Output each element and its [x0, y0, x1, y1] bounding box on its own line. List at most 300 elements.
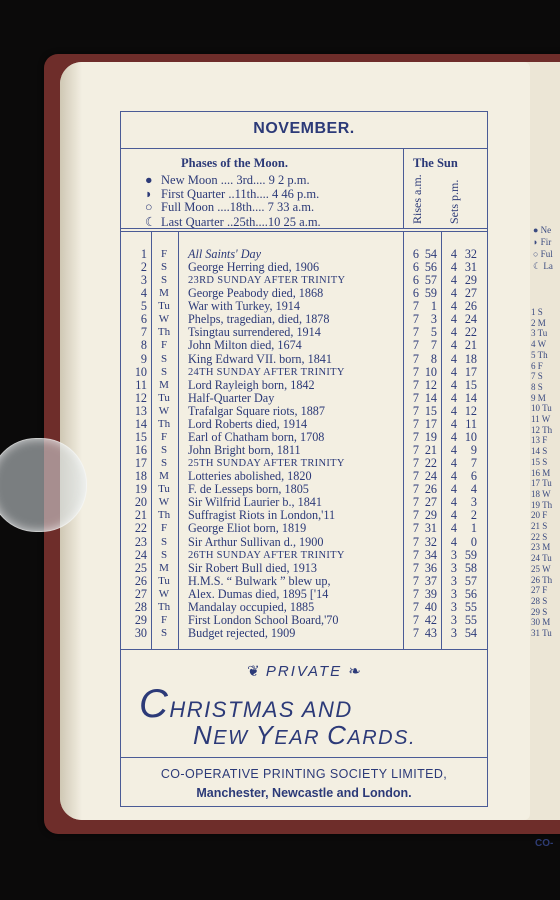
next-page-phase: ◗ Fir — [533, 237, 552, 247]
weekday: Th — [157, 326, 171, 339]
day-event: War with Turkey, 1914 — [188, 299, 300, 314]
day-row — [121, 601, 487, 614]
next-page-day: 7 S — [531, 371, 543, 382]
sunset-hour: 4 — [450, 351, 457, 366]
weekday: W — [158, 496, 170, 509]
sunset-hour: 3 — [450, 626, 457, 641]
sunset-minute: 15 — [464, 377, 477, 392]
next-page-day: 29 S — [531, 606, 548, 617]
divider — [121, 148, 487, 149]
sunrise-minute: 3 — [430, 312, 437, 327]
weekday: Tu — [158, 574, 170, 587]
sunrise-hour: 7 — [412, 338, 419, 353]
sunset-minute: 18 — [464, 351, 477, 366]
sunset-hour: 4 — [450, 534, 457, 549]
next-page-day: 14 S — [531, 446, 548, 457]
day-event: 23RD SUNDAY AFTER TRINITY — [188, 275, 346, 287]
day-number: 29 — [134, 612, 147, 627]
sunrise-hour: 6 — [412, 260, 419, 275]
sunset-hour: 4 — [450, 377, 457, 392]
weekday: S — [160, 261, 168, 274]
sunset-minute: 17 — [464, 364, 477, 379]
weekday: Tu — [158, 391, 170, 404]
sunrise-hour: 7 — [412, 443, 419, 458]
next-page-day: 15 S — [531, 456, 548, 467]
sunset-minute: 22 — [464, 325, 477, 340]
sunrise-hour: 6 — [412, 286, 419, 301]
sunset-hour: 3 — [450, 560, 457, 575]
next-page-day: 31 Tu — [531, 628, 552, 639]
full-moon-icon: ○ — [145, 200, 153, 214]
day-event: Trafalgar Square riots, 1887 — [188, 403, 325, 418]
day-number: 5 — [140, 299, 147, 314]
sunrise-hour: 7 — [412, 547, 419, 562]
next-page-phase: ☾ La — [533, 261, 553, 271]
divider — [121, 231, 487, 232]
weekday: F — [160, 248, 168, 260]
day-number: 24 — [134, 547, 147, 562]
weekday: W — [158, 313, 170, 326]
day-number: 10 — [134, 364, 147, 379]
sunset-hour: 3 — [450, 547, 457, 562]
day-row — [121, 509, 487, 522]
sunrise-hour: 7 — [412, 469, 419, 484]
day-number: 13 — [134, 403, 147, 418]
sunset-minute: 58 — [464, 560, 477, 575]
day-row — [121, 457, 487, 470]
sunrise-minute: 40 — [424, 599, 437, 614]
sunset-minute: 27 — [464, 286, 477, 301]
weekday: F — [160, 339, 168, 352]
new-moon-icon: ● — [145, 173, 153, 187]
publisher-cities: Manchester, Newcastle and London. — [196, 786, 412, 800]
sunrise-minute: 36 — [424, 560, 437, 575]
moon-phase-text: Last Quarter ..25th....10 25 a.m. — [161, 214, 321, 229]
day-number: 30 — [134, 626, 147, 641]
day-number: 2 — [140, 260, 147, 275]
sunrise-minute: 56 — [424, 260, 437, 275]
weekday: F — [160, 613, 168, 626]
day-row — [121, 444, 487, 457]
day-row — [121, 496, 487, 509]
day-event: 25TH SUNDAY AFTER TRINITY — [188, 458, 345, 470]
next-page-day: 21 S — [531, 521, 548, 532]
day-event: Mandalay occupied, 1885 — [188, 599, 315, 614]
day-number: 18 — [134, 469, 147, 484]
sunset-hour: 3 — [450, 599, 457, 614]
sunset-hour: 4 — [450, 247, 457, 261]
sunrise-hour: 7 — [412, 325, 419, 340]
sunrise-hour: 7 — [412, 573, 419, 588]
day-row — [121, 470, 487, 483]
advert-text: HRISTMAS AND — [169, 697, 353, 722]
sunrise-minute: 29 — [424, 508, 437, 523]
day-event: First London School Board,'70 — [188, 612, 339, 627]
day-row — [121, 418, 487, 431]
day-event: George Peabody died, 1868 — [188, 286, 324, 301]
sunset-minute: 29 — [464, 273, 477, 288]
first-quarter-icon: ◗ — [145, 186, 153, 201]
sunrise-minute: 15 — [424, 403, 437, 418]
weekday: S — [160, 535, 168, 548]
sunrise-minute: 21 — [424, 443, 437, 458]
day-number: 14 — [134, 416, 147, 431]
sunrise-hour: 7 — [412, 534, 419, 549]
next-page-day: 3 Tu — [531, 328, 548, 339]
day-event: H.M.S. “ Bulwark ” blew up, — [188, 573, 331, 588]
day-number: 26 — [134, 573, 147, 588]
sunrise-hour: 7 — [412, 612, 419, 627]
day-event: Sir Robert Bull died, 1913 — [188, 560, 317, 575]
sunset-minute: 26 — [464, 299, 477, 314]
advert-text: ARDS. — [347, 727, 416, 749]
next-page-day: 30 M — [531, 617, 551, 628]
day-event: Sir Wilfrid Laurier b., 1841 — [188, 495, 322, 510]
next-page-day: 13 F — [531, 435, 548, 446]
sunset-hour: 4 — [450, 482, 457, 497]
sunrise-hour: 7 — [412, 312, 419, 327]
calendar-frame — [120, 111, 488, 807]
day-number: 23 — [134, 534, 147, 549]
weekday: F — [160, 522, 168, 535]
next-page-phase: ○ Ful — [533, 249, 553, 259]
next-page-day: 27 F — [531, 585, 548, 596]
sunrise-hour: 7 — [412, 390, 419, 405]
advert-private-text: PRIVATE — [265, 663, 343, 680]
next-page-day: 25 W — [531, 563, 551, 574]
day-row — [121, 614, 487, 627]
next-page-phases — [533, 224, 553, 272]
next-page-day: 20 F — [531, 510, 548, 521]
sunrise-minute: 19 — [424, 429, 437, 444]
day-row — [121, 405, 487, 418]
day-row — [121, 627, 487, 640]
sunset-minute: 4 — [470, 482, 477, 497]
sunrise-hour: 7 — [412, 364, 419, 379]
weekday: S — [160, 352, 168, 365]
sunrise-minute: 34 — [424, 547, 437, 562]
sunset-minute: 11 — [465, 416, 477, 431]
next-page-day: 10 Tu — [531, 403, 552, 414]
day-number: 11 — [135, 377, 147, 392]
phases-heading: Phases of the Moon. — [181, 156, 288, 170]
day-row — [121, 431, 487, 444]
sunrise-minute: 22 — [424, 456, 437, 471]
sunrise-minute: 14 — [424, 390, 437, 405]
sunrise-minute: 27 — [424, 495, 437, 510]
sunrise-minute: 57 — [424, 273, 437, 288]
day-event: Phelps, tragedian, died, 1878 — [188, 312, 330, 327]
next-page-day: 9 M — [531, 392, 546, 403]
sunrise-minute: 12 — [424, 377, 437, 392]
weekday: Tu — [158, 483, 170, 496]
next-page-day: 8 S — [531, 381, 543, 392]
sunset-minute: 56 — [464, 586, 477, 601]
sunset-minute: 12 — [464, 403, 477, 418]
day-number: 7 — [140, 325, 147, 340]
next-page-phase: ● Ne — [533, 225, 552, 235]
sunset-minute: 2 — [470, 508, 477, 523]
sunrise-hour: 7 — [412, 456, 419, 471]
sunset-hour: 4 — [450, 299, 457, 314]
sunrise-minute: 5 — [430, 325, 437, 340]
sunrise-hour: 7 — [412, 351, 419, 366]
sunrise-hour: 7 — [412, 495, 419, 510]
sunset-minute: 14 — [464, 390, 477, 405]
divider — [403, 148, 404, 228]
day-row — [121, 274, 487, 287]
sunset-hour: 4 — [450, 443, 457, 458]
sunrise-hour: 7 — [412, 599, 419, 614]
weekday: M — [159, 287, 169, 300]
day-event: Tsingtau surrendered, 1914 — [188, 325, 321, 340]
day-event: F. de Lesseps born, 1805 — [188, 482, 309, 497]
sunrise-hour: 7 — [412, 586, 419, 601]
sunset-minute: 32 — [464, 247, 477, 261]
sunrise-hour: 7 — [412, 508, 419, 523]
sunrise-hour: 7 — [412, 626, 419, 641]
day-event: Budget rejected, 1909 — [188, 626, 296, 641]
day-number: 8 — [140, 338, 147, 353]
day-row — [121, 562, 487, 575]
sunset-hour: 4 — [450, 469, 457, 484]
month-title: NOVEMBER. — [253, 120, 355, 137]
day-event: 26TH SUNDAY AFTER TRINITY — [188, 549, 345, 561]
day-row — [121, 575, 487, 588]
day-number: 25 — [134, 560, 147, 575]
day-row — [121, 353, 487, 366]
advert-initial: C — [139, 682, 170, 726]
day-row — [121, 339, 487, 352]
sunrise-minute: 10 — [424, 364, 437, 379]
day-number: 9 — [140, 351, 147, 366]
next-page-day: 28 S — [531, 595, 548, 606]
next-page-day: 19 Th — [531, 499, 553, 510]
day-event: Lord Roberts died, 1914 — [188, 416, 308, 431]
sunset-minute: 0 — [470, 534, 477, 549]
weekday: W — [158, 404, 170, 417]
divider — [121, 228, 487, 229]
day-event: All Saints' Day — [188, 247, 262, 261]
advert-text: EAR — [274, 727, 328, 749]
day-event: Sir Arthur Sullivan d., 1900 — [188, 534, 324, 549]
sunset-hour: 4 — [450, 260, 457, 275]
day-number: 15 — [134, 429, 147, 444]
next-page-days — [531, 307, 552, 639]
sunrise-minute: 7 — [430, 338, 437, 353]
day-event: Lotteries abolished, 1820 — [188, 469, 312, 484]
day-row — [121, 483, 487, 496]
day-event: Half-Quarter Day — [188, 390, 275, 405]
next-page-day: 12 Th — [531, 424, 553, 435]
weekday: M — [159, 561, 169, 574]
advert-initial: C — [327, 720, 348, 750]
weekday: Th — [157, 600, 171, 613]
sunrise-hour: 7 — [412, 521, 419, 536]
next-page-day: 18 W — [531, 488, 551, 499]
next-page-day: 24 Tu — [531, 553, 552, 564]
weekday: S — [160, 444, 168, 457]
sunset-hour: 4 — [450, 508, 457, 523]
advert-private — [121, 662, 487, 680]
sunset-hour: 4 — [450, 521, 457, 536]
day-event: George Eliot born, 1819 — [188, 521, 307, 536]
sunrise-minute: 26 — [424, 482, 437, 497]
day-row — [121, 248, 487, 261]
sunset-hour: 3 — [450, 612, 457, 627]
divider — [121, 649, 487, 650]
sunset-hour: 3 — [450, 573, 457, 588]
sunrise-hour: 7 — [412, 403, 419, 418]
sunrise-minute: 59 — [424, 286, 437, 301]
sunset-minute: 21 — [464, 338, 477, 353]
sunrise-hour: 6 — [412, 273, 419, 288]
day-number: 27 — [134, 586, 147, 601]
sunset-hour: 4 — [450, 429, 457, 444]
sunset-minute: 7 — [470, 456, 477, 471]
day-number: 17 — [134, 456, 147, 471]
sunset-hour: 4 — [450, 338, 457, 353]
sunrise-minute: 8 — [430, 351, 437, 366]
moon-phase-text: First Quarter ..11th.... 4 46 p.m. — [161, 186, 320, 201]
advert-new-year — [193, 720, 416, 751]
next-page-footer: CO- — [535, 838, 554, 849]
sunrise-minute: 17 — [424, 416, 437, 431]
advert-initial: N — [193, 720, 214, 750]
sunset-minute: 6 — [470, 469, 477, 484]
day-row — [121, 261, 487, 274]
day-event: John Bright born, 1811 — [188, 443, 301, 458]
weekday: S — [160, 627, 168, 640]
sets-label: Sets p.m. — [447, 179, 461, 224]
day-row — [121, 287, 487, 300]
next-page-day: 1 S — [531, 307, 543, 317]
sunrise-minute: 43 — [424, 626, 437, 641]
sunrise-hour: 7 — [412, 429, 419, 444]
day-number: 6 — [140, 312, 147, 327]
day-event: Alex. Dumas died, 1895 ['14 — [188, 586, 329, 601]
weekday: Th — [157, 417, 171, 430]
sunrise-minute: 54 — [424, 247, 437, 261]
sunset-minute: 31 — [464, 260, 477, 275]
sunrise-minute: 24 — [424, 469, 437, 484]
day-row — [121, 313, 487, 326]
weekday: S — [160, 548, 168, 561]
day-row — [121, 326, 487, 339]
advert-initial: Y — [255, 720, 275, 750]
moon-phase-text: New Moon .... 3rd.... 9 2 p.m. — [161, 173, 310, 187]
day-number: 1 — [140, 247, 147, 261]
ornament-left-icon: ❦ — [247, 663, 260, 680]
sunset-hour: 4 — [450, 312, 457, 327]
next-page-day: 2 M — [531, 317, 546, 328]
sunset-hour: 4 — [450, 390, 457, 405]
next-page-day: 22 S — [531, 531, 548, 542]
publisher-name: CO-OPERATIVE PRINTING SOCIETY LIMITED, — [160, 767, 448, 781]
day-event: Lord Rayleigh born, 1842 — [188, 377, 315, 392]
day-event: Suffragist Riots in London,'11 — [188, 508, 336, 523]
sunrise-hour: 6 — [412, 247, 419, 261]
sunset-minute: 24 — [464, 312, 477, 327]
advert-text: EW — [213, 727, 256, 749]
day-event: 24TH SUNDAY AFTER TRINITY — [188, 366, 345, 378]
sunset-minute: 55 — [464, 612, 477, 627]
next-page-day: 23 M — [531, 542, 551, 553]
sunset-hour: 4 — [450, 403, 457, 418]
day-event: Earl of Chatham born, 1708 — [188, 429, 325, 444]
sunset-hour: 4 — [450, 364, 457, 379]
day-event: King Edward VII. born, 1841 — [188, 351, 332, 366]
next-page-day: 17 Tu — [531, 478, 552, 489]
day-number: 3 — [140, 273, 147, 288]
sunset-minute: 3 — [470, 495, 477, 510]
day-number: 22 — [134, 521, 147, 536]
day-number: 19 — [134, 482, 147, 497]
day-number: 21 — [134, 508, 147, 523]
weekday: Th — [157, 509, 171, 522]
next-page-day: 26 Th — [531, 574, 553, 585]
sunset-minute: 59 — [464, 547, 477, 562]
sunset-hour: 4 — [450, 456, 457, 471]
moon-phase-text: Full Moon ....18th.... 7 33 a.m. — [161, 200, 315, 214]
day-number: 12 — [134, 390, 147, 405]
next-page-day: 16 M — [531, 467, 551, 478]
divider — [121, 757, 487, 758]
weekday: M — [159, 378, 169, 391]
sunrise-minute: 32 — [424, 534, 437, 549]
day-event: John Milton died, 1674 — [188, 338, 302, 353]
sunset-hour: 4 — [450, 286, 457, 301]
day-number: 16 — [134, 443, 147, 458]
page-clip — [0, 438, 87, 532]
day-number: 28 — [134, 599, 147, 614]
rises-label: Rises a.m. — [410, 174, 424, 224]
day-row — [121, 588, 487, 601]
sunrise-minute: 1 — [430, 299, 437, 314]
sunset-hour: 4 — [450, 273, 457, 288]
day-number: 4 — [140, 286, 147, 301]
next-page-day: 5 Th — [531, 349, 548, 360]
day-row — [121, 366, 487, 379]
sunrise-hour: 7 — [412, 482, 419, 497]
sunset-minute: 55 — [464, 599, 477, 614]
weekday: F — [160, 430, 168, 443]
sunset-minute: 57 — [464, 573, 477, 588]
next-page-day: 4 W — [531, 339, 547, 350]
weekday: S — [160, 365, 168, 378]
ornament-right-icon: ❧ — [348, 663, 361, 680]
weekday: M — [159, 470, 169, 483]
sunrise-hour: 7 — [412, 416, 419, 431]
sunrise-hour: 7 — [412, 377, 419, 392]
sunset-minute: 54 — [464, 626, 477, 641]
page-gutter — [60, 62, 82, 820]
sunrise-minute: 42 — [424, 612, 437, 627]
sunrise-minute: 37 — [424, 573, 437, 588]
sunset-minute: 9 — [470, 443, 477, 458]
last-quarter-icon: ☾ — [145, 214, 157, 229]
weekday: Tu — [158, 300, 170, 313]
day-event: George Herring died, 1906 — [188, 260, 320, 275]
day-row — [121, 379, 487, 392]
weekday: S — [160, 274, 168, 287]
sunset-minute: 1 — [470, 521, 477, 536]
sunset-hour: 4 — [450, 416, 457, 431]
sun-heading: The Sun — [413, 156, 458, 170]
sunset-hour: 3 — [450, 586, 457, 601]
next-page-day: 11 W — [531, 414, 551, 425]
sunset-minute: 10 — [464, 429, 477, 444]
